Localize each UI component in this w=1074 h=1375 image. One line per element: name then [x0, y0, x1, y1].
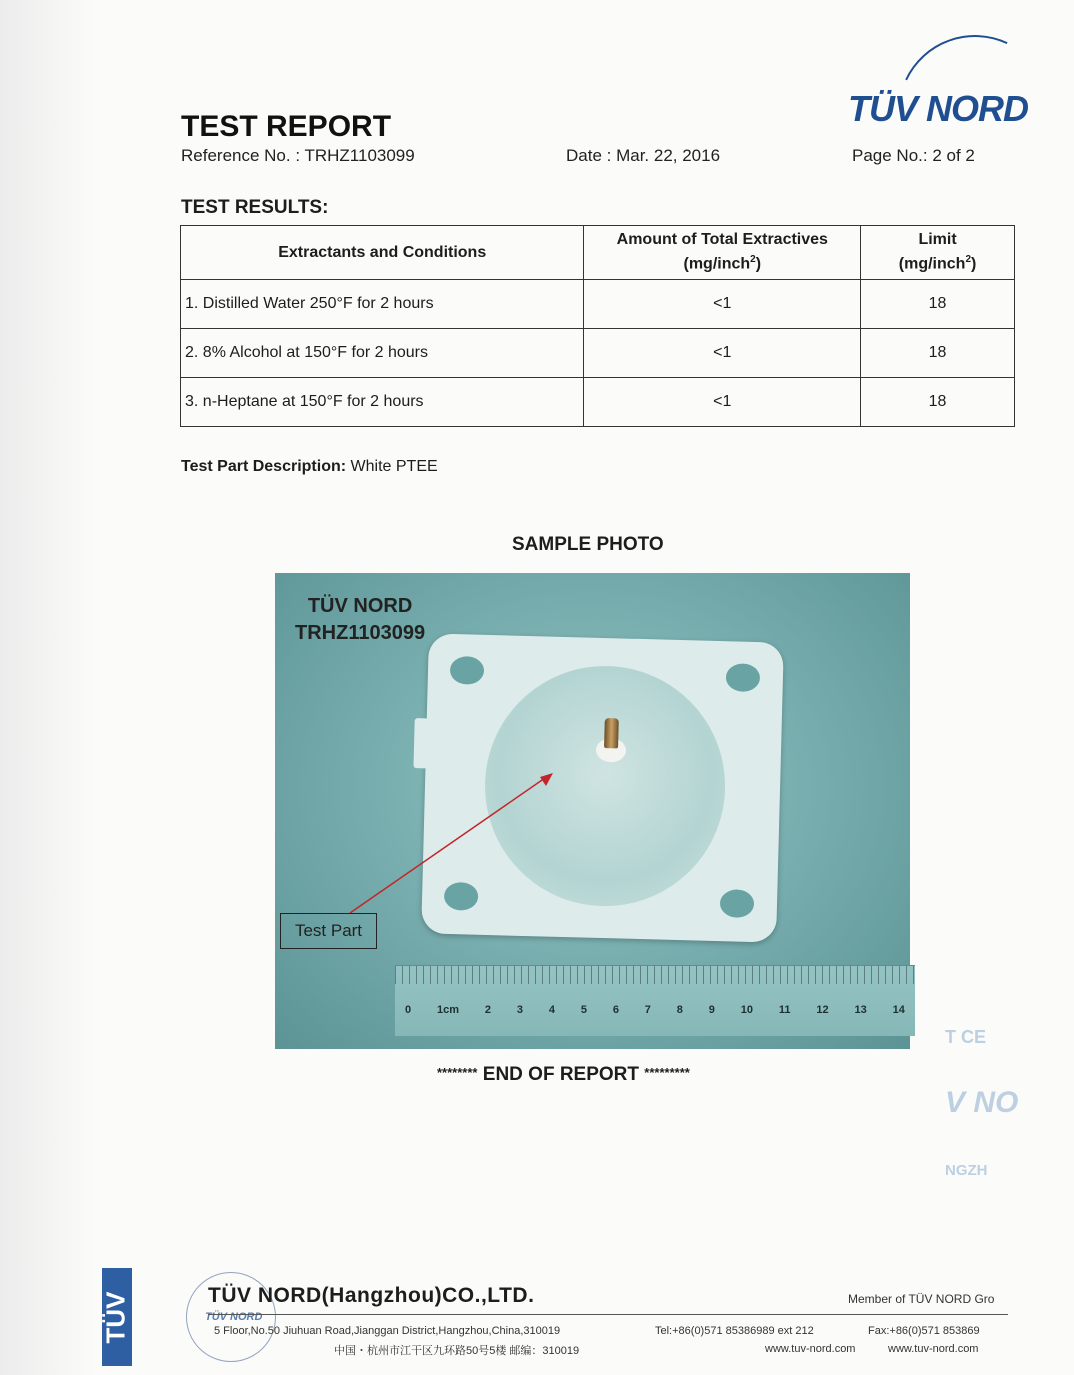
photo-label-brand: TÜV NORD — [307, 595, 413, 617]
certification-stamp — [945, 1015, 1025, 1215]
row-limit: 18 — [861, 329, 1015, 378]
tuv-nord-logo — [840, 30, 1028, 140]
end-text: END OF REPORT — [482, 1064, 639, 1085]
reference-number: Reference No. : TRHZ1103099 — [181, 146, 415, 165]
ruler-number: 4 — [548, 1004, 555, 1016]
row-limit: 18 — [861, 378, 1015, 427]
tuv-footer-mark — [102, 1268, 132, 1366]
stamp-line: T CE — [945, 1027, 987, 1047]
ruler-number: 2 — [484, 1004, 491, 1016]
row-amount: <1 — [584, 378, 861, 427]
row-amount: <1 — [584, 329, 861, 378]
description-label: Test Part Description: — [181, 458, 347, 475]
footer-web: www.tuv-nord.com — [888, 1343, 979, 1355]
table-row — [181, 378, 1015, 427]
results-heading: TEST RESULTS: — [181, 197, 329, 218]
stamp-line: NGZH — [945, 1162, 988, 1179]
seal-text: TÜV NORD — [205, 1311, 263, 1323]
ruler-number: 8 — [676, 1004, 683, 1016]
report-date: Date : Mar. 22, 2016 — [566, 146, 721, 165]
footer-address: 5 Floor,No.50 Jiuhuan Road,Jianggan District,Hangzhou,China,310019 — [214, 1325, 561, 1337]
member-note: Member of TÜV NORD Gro — [848, 1292, 995, 1306]
ruler-number: 5 — [580, 1004, 587, 1016]
test-part-callout: Test Part — [280, 913, 377, 949]
header-limit-line1: Limit — [918, 231, 957, 249]
ruler-number: 7 — [644, 1004, 651, 1016]
ruler-number: 10 — [740, 1004, 753, 1016]
unit-superscript: 2 — [750, 254, 756, 266]
test-part-description — [181, 458, 438, 476]
unit-superscript: 2 — [965, 254, 972, 266]
ruler-number: 14 — [892, 1004, 905, 1016]
ruler-number: 0 — [405, 1004, 412, 1016]
ruler-number: 3 — [516, 1004, 523, 1016]
ruler-numbers — [405, 1004, 905, 1016]
header-limit — [861, 226, 1015, 280]
description-value: White PTEE — [350, 458, 438, 475]
stars-left: ******** — [437, 1065, 478, 1080]
table-row — [181, 280, 1015, 329]
header-conditions: Extractants and Conditions — [181, 226, 584, 280]
header-limit-unit: (mg/inch — [898, 255, 966, 273]
ruler-number: 13 — [854, 1004, 867, 1016]
ruler-number: 11 — [778, 1004, 791, 1016]
stars-right: ********* — [644, 1065, 690, 1080]
header-amount-line1: Amount of Total Extractives — [616, 231, 828, 249]
row-condition: 3. n-Heptane at 150°F for 2 hours — [181, 378, 584, 427]
results-table — [180, 225, 1015, 427]
page-title: TEST REPORT — [181, 110, 392, 143]
ruler-ticks — [395, 966, 915, 984]
row-condition: 1. Distilled Water 250°F for 2 hours — [181, 280, 584, 329]
row-amount: <1 — [584, 280, 861, 329]
table-row — [181, 329, 1015, 378]
photo-label-reference: TRHZ1103099 — [295, 622, 426, 644]
stamp-line: V NO — [945, 1086, 1019, 1119]
footer-address-cn: 中国・杭州市江干区九环路50号5楼 邮编：310019 — [334, 1345, 580, 1357]
row-condition: 2. 8% Alcohol at 150°F for 2 hours — [181, 329, 584, 378]
ruler-number: 12 — [816, 1004, 829, 1016]
company-name: TÜV NORD(Hangzhou)CO.,LTD. — [208, 1284, 535, 1307]
footer-mark-text: TÜV — [100, 1291, 131, 1344]
header-amount-unit: (mg/inch — [683, 255, 751, 273]
sample-photo — [275, 573, 910, 1049]
unit-close: ) — [971, 255, 977, 273]
footer-fax: Fax:+86(0)571 853869 — [868, 1325, 980, 1337]
header-amount — [584, 226, 861, 280]
page-number: Page No.: 2 of 2 — [852, 146, 975, 165]
footer-web: www.tuv-nord.com — [765, 1343, 856, 1355]
footer-tel: Tel:+86(0)571 85386989 ext 212 — [655, 1325, 814, 1337]
end-of-report — [437, 1064, 690, 1086]
row-limit: 18 — [861, 280, 1015, 329]
unit-close: ) — [755, 255, 762, 273]
ruler-number: 1cm — [436, 1004, 460, 1016]
page-edge-shadow — [0, 0, 95, 1375]
logo-text: TÜV NORD — [848, 88, 1028, 129]
table-header-row — [181, 226, 1015, 280]
ruler-number: 9 — [708, 1004, 715, 1016]
ruler — [395, 965, 915, 1036]
ruler-number: 6 — [612, 1004, 619, 1016]
photo-title: SAMPLE PHOTO — [512, 534, 664, 555]
footer-divider — [208, 1314, 1008, 1315]
